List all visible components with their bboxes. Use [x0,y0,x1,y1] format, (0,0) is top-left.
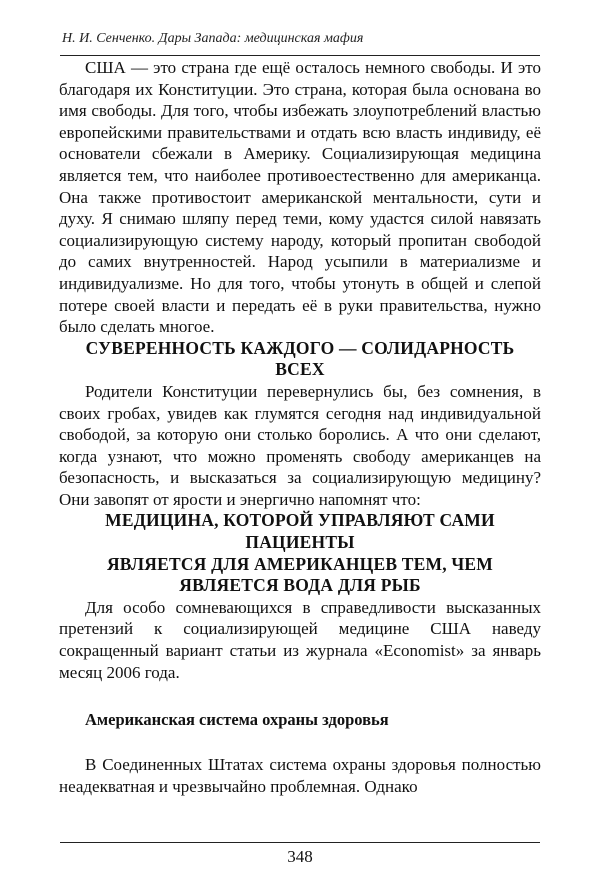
subheading: Американская система охраны здоровья [85,710,389,730]
paragraph-2: Родители Конституции перевернулись бы, без сомнения, в своих гробах, увидев как глумятся сегодня над индивидуальной свободой, за которую они столько боролись. А что они сделают, когда узнают, что можно променять свободу американцев на безопасность, и высказаться за социализирующую медицину? Они завопят от ярости и энергично напомнят что: [59,381,541,509]
running-header: Н. И. Сенченко. Дары Запада: медицинская мафия [62,31,364,46]
header-rule [60,55,540,56]
section-heading-2-line-2: ЯВЛЯЕТСЯ ДЛЯ АМЕРИКАНЦЕВ ТЕМ, ЧЕМ ЯВЛЯЕТСЯ ВОДА ДЛЯ РЫБ [106,553,494,596]
paragraph-4: В Соединенных Штатах система охраны здоровья полностью неадекватная и чрезвычайно проблемная. Однако [59,755,541,796]
page-number: 348 [287,847,313,866]
section-heading-1: СУВЕРЕННОСТЬ КАЖДОГО — СОЛИДАРНОСТЬ ВСЕХ [85,337,515,380]
section-heading-2-line-1: МЕДИЦИНА, КОТОРОЙ УПРАВЛЯЮТ САМИ ПАЦИЕНТЫ [105,510,495,553]
paragraph-1: США — это страна где ещё осталось немного свободы. И это благодаря их Конституции. Это страна, которая была основана во имя свободы. Для того, чтобы избежать злоупотреблений властью европейскими правительствами и отдать всю власть индивиду, её основатели сбежали в Америку. Социализирующая медицина является тем, что наиболее противоестественно для американца. Она также противостоит американской ментальности, сути и духу. Я снимаю шляпу перед теми, кому удастся силой навязать социализирующую систему народу, который пропитан свободой до самих внутренностей. Народ усыпили в материализме и индивидуализме. Но для того, чтобы утонуть в общей и слепой потере своей власти и передать её в руки правительства, нужно было сделать многое. [59,58,541,337]
footer-rule [60,842,540,843]
page-body [59,57,541,797]
paragraph-3: Для особо сомневающихся в справедливости высказанных претензий к социализирующей медицине США наведу сокращенный вариант статьи из журнала «Economist» за январь месяц 2006 года. [59,597,541,682]
